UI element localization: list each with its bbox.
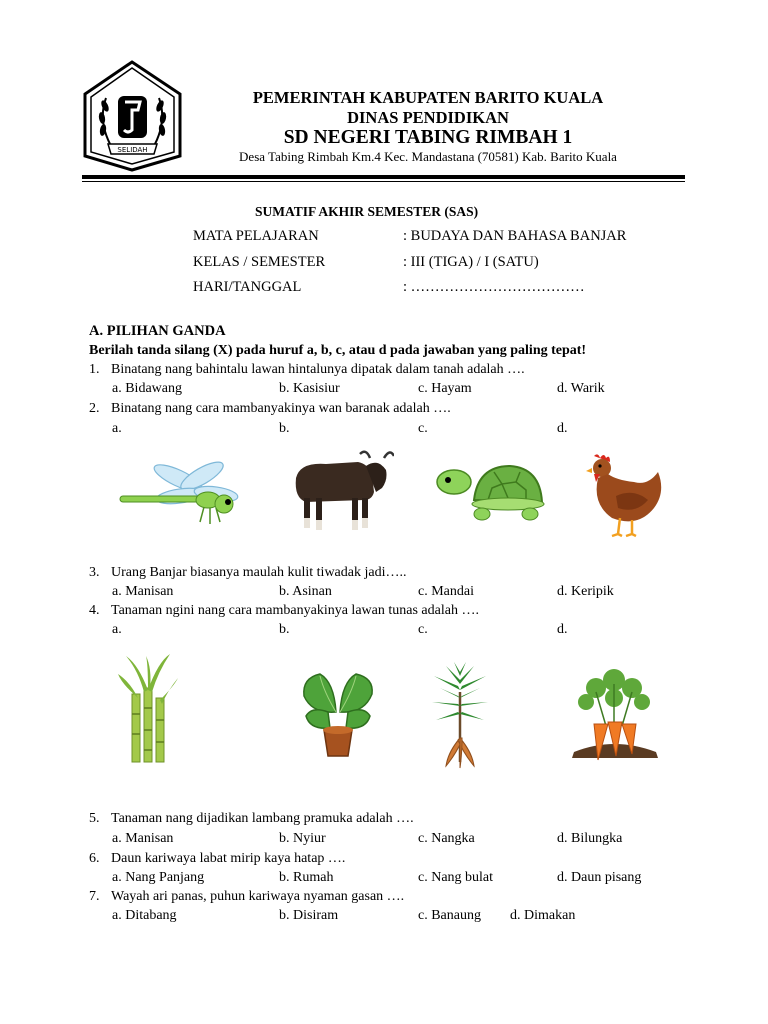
option-d: d. Keripik (557, 584, 614, 599)
option-b: b. (279, 622, 290, 637)
option-b: b. (279, 421, 290, 436)
question-text: Binatang nang cara mambanyakinya wan baranak adalah …. (111, 401, 451, 416)
option-a: a. Manisan (112, 831, 174, 846)
question-number: 6. (89, 851, 100, 866)
option-d: d. (557, 622, 568, 637)
school-address: Desa Tabing Rimbah Km.4 Kec. Mandastana (70581) Kab. Barito Kuala (239, 149, 617, 164)
question-number: 7. (89, 889, 100, 904)
class-semester-value: : III (TIGA) / I (SATU) (403, 254, 539, 270)
school-name: SD NEGERI TABING RIMBAH 1 (283, 127, 573, 148)
option-b: b. Kasisiur (279, 381, 340, 396)
option-c: c. Nang bulat (418, 870, 494, 885)
question-number: 4. (89, 603, 100, 618)
option-c: c. Nangka (418, 831, 475, 846)
date-value: : ……………………………… (403, 279, 585, 295)
option-a: a. Ditabang (112, 908, 177, 923)
subject-label: MATA PELAJARAN (193, 228, 319, 244)
question-text: Binatang nang bahintalu lawan hintalunya dipatak dalam tanah adalah …. (111, 362, 525, 377)
question-text: Urang Banjar biasanya maulah kulit tiwadak jadi….. (111, 565, 407, 580)
question-text: Tanaman nang dijadikan lambang pramuka adalah …. (111, 811, 414, 826)
svg-text:SELIDAH: SELIDAH (117, 146, 148, 154)
sugarcane-image (118, 654, 178, 764)
option-c: c. (418, 421, 428, 436)
option-a: a. (112, 421, 122, 436)
exam-title: SUMATIF AKHIR SEMESTER (SAS) (255, 204, 479, 219)
option-c: c. Banaung (418, 908, 481, 923)
class-semester-label: KELAS / SEMESTER (193, 254, 326, 270)
potted-plant-image (298, 668, 378, 758)
cassava-image (424, 662, 496, 770)
option-c: c. Mandai (418, 584, 474, 599)
carrot-image (566, 666, 664, 762)
question-number: 5. (89, 811, 100, 826)
turtle-image (434, 460, 546, 524)
question-number: 2. (89, 401, 100, 416)
option-d: d. Warik (557, 381, 605, 396)
option-d: d. Bilungka (557, 831, 623, 846)
section-title: A. PILIHAN GANDA (89, 323, 226, 339)
header-divider-thin (82, 181, 685, 182)
department-title: DINAS PENDIDIKAN (347, 108, 509, 127)
question-text: Wayah ari panas, puhun kariwaya nyaman gasan …. (111, 889, 405, 904)
government-title: PEMERINTAH KABUPATEN BARITO KUALA (252, 88, 604, 107)
option-b: b. Disiram (279, 908, 339, 923)
option-b: b. Nyiur (279, 831, 326, 846)
option-c: c. Hayam (418, 381, 472, 396)
option-a: a. Manisan (112, 584, 174, 599)
buffalo-image (286, 448, 394, 534)
section-instruction: Berilah tanda silang (X) pada huruf a, b, c, atau d pada jawaban yang paling tepat! (89, 343, 587, 358)
option-d: d. Dimakan (510, 908, 576, 923)
question-number: 1. (89, 362, 100, 377)
dragonfly-image (118, 460, 246, 532)
option-c: c. (418, 622, 428, 637)
question-text: Tanaman ngini nang cara mambanyakinya lawan tunas adalah …. (111, 603, 479, 618)
option-a: a. Bidawang (112, 381, 182, 396)
question-text: Daun kariwaya labat mirip kaya hatap …. (111, 851, 346, 866)
subject-value: : BUDAYA DAN BAHASA BANJAR (403, 228, 627, 244)
option-d: d. Daun pisang (557, 870, 642, 885)
header-divider-thick (82, 175, 685, 179)
option-b: b. Asinan (279, 584, 332, 599)
hen-image (586, 452, 666, 538)
option-a: a. Nang Panjang (112, 870, 205, 885)
option-a: a. (112, 622, 122, 637)
question-number: 3. (89, 565, 100, 580)
date-label: HARI/TANGGAL (193, 279, 302, 295)
option-d: d. (557, 421, 568, 436)
option-b: b. Rumah (279, 870, 334, 885)
